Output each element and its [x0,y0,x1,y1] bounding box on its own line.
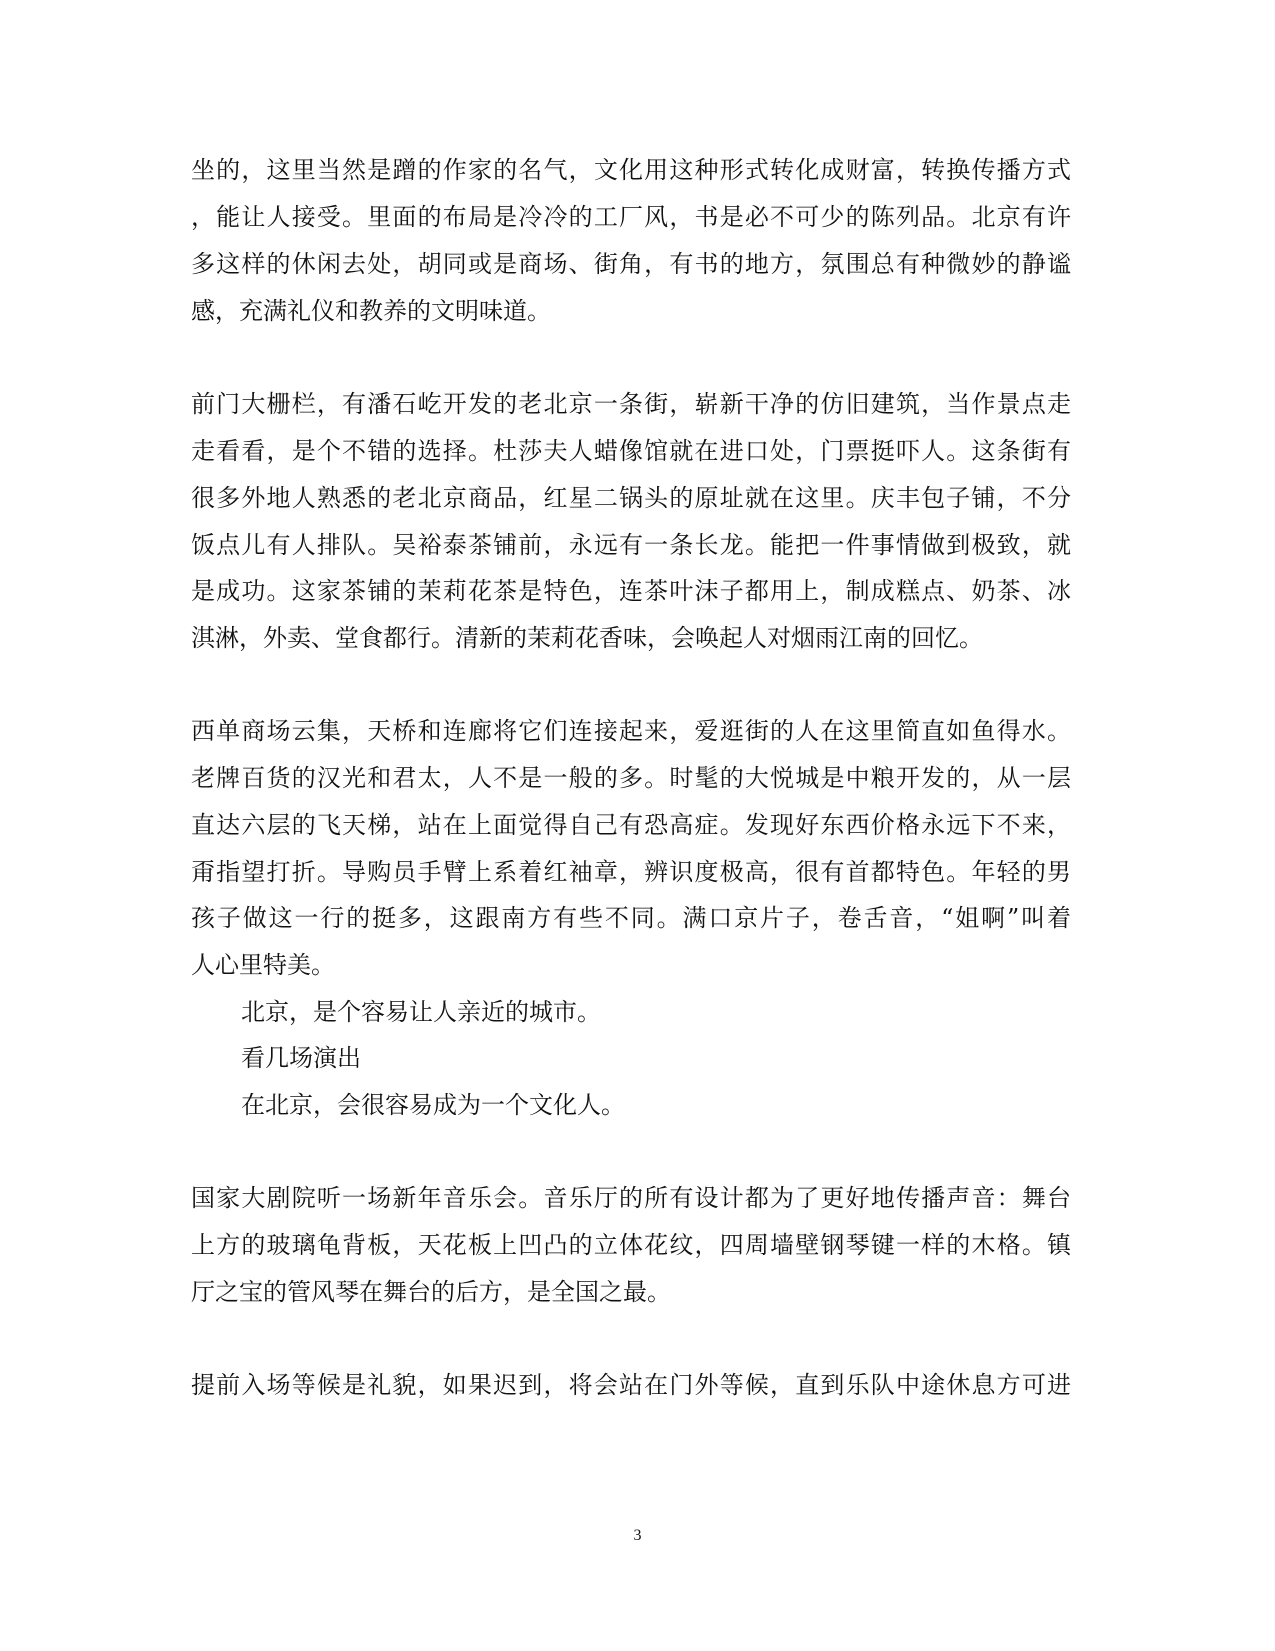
text-line: 提前入场等候是礼貌，如果迟到，将会站在门外等候，直到乐队中途休息方可进 [191,1371,1071,1399]
text-line: 感，充满礼仪和教养的文明味道。 [191,297,551,325]
text-line: 饭点儿有人排队。吴裕泰茶铺前，永远有一条长龙。能把一件事情做到极致，就 [191,531,1071,559]
text-line: 走看看，是个不错的选择。杜莎夫人蜡像馆就在进口处，门票挺吓人。这条街有 [191,437,1071,465]
text-line: 上方的玻璃龟背板，天花板上凹凸的立体花纹，四周墙壁钢琴键一样的木格。镇 [191,1231,1071,1259]
text-line: 西单商场云集，天桥和连廊将它们连接起来，爱逛街的人在这里简直如鱼得水。 [191,717,1071,745]
text-line: 人心里特美。 [191,951,335,979]
text-line: 直达六层的飞天梯，站在上面觉得自己有恐高症。发现好东西价格永远下不来， [191,811,1071,839]
text-line: 多这样的休闲去处，胡同或是商场、街角，有书的地方，氛围总有种微妙的静谧 [191,250,1071,278]
text-line: 老牌百货的汉光和君太，人不是一般的多。时髦的大悦城是中粮开发的，从一层 [191,764,1071,792]
text-line: 很多外地人熟悉的老北京商品，红星二锅头的原址就在这里。庆丰包子铺，不分 [191,484,1071,512]
text-line: 在北京，会很容易成为一个文化人。 [241,1091,625,1119]
text-line: 甭指望打折。导购员手臂上系着红袖章，辨识度极高，很有首都特色。年轻的男 [191,858,1071,886]
text-line: ，能让人接受。里面的布局是冷冷的工厂风，书是必不可少的陈列品。北京有许 [191,203,1071,231]
text-line: 前门大栅栏，有潘石屹开发的老北京一条街，崭新干净的仿旧建筑，当作景点走 [191,390,1071,418]
section-heading: 看几场演出 [241,1044,361,1072]
page-number: 3 [633,1527,642,1544]
text-line: 厅之宝的管风琴在舞台的后方，是全国之最。 [191,1278,671,1306]
text-line: 淇淋，外卖、堂食都行。清新的茉莉花香味，会唤起人对烟雨江南的回忆。 [191,624,983,652]
text-line: 是成功。这家茶铺的茉莉花茶是特色，连茶叶沫子都用上，制成糕点、奶茶、冰 [191,577,1071,605]
text-line: 孩子做这一行的挺多，这跟南方有些不同。满口京片子，卷舌音，“姐啊”叫着 [191,904,1071,932]
text-line: 北京，是个容易让人亲近的城市。 [241,998,601,1026]
text-line: 国家大剧院听一场新年音乐会。音乐厅的所有设计都为了更好地传播声音：舞台 [191,1184,1071,1212]
text-line: 坐的，这里当然是蹭的作家的名气，文化用这种形式转化成财富，转换传播方式 [191,156,1071,184]
